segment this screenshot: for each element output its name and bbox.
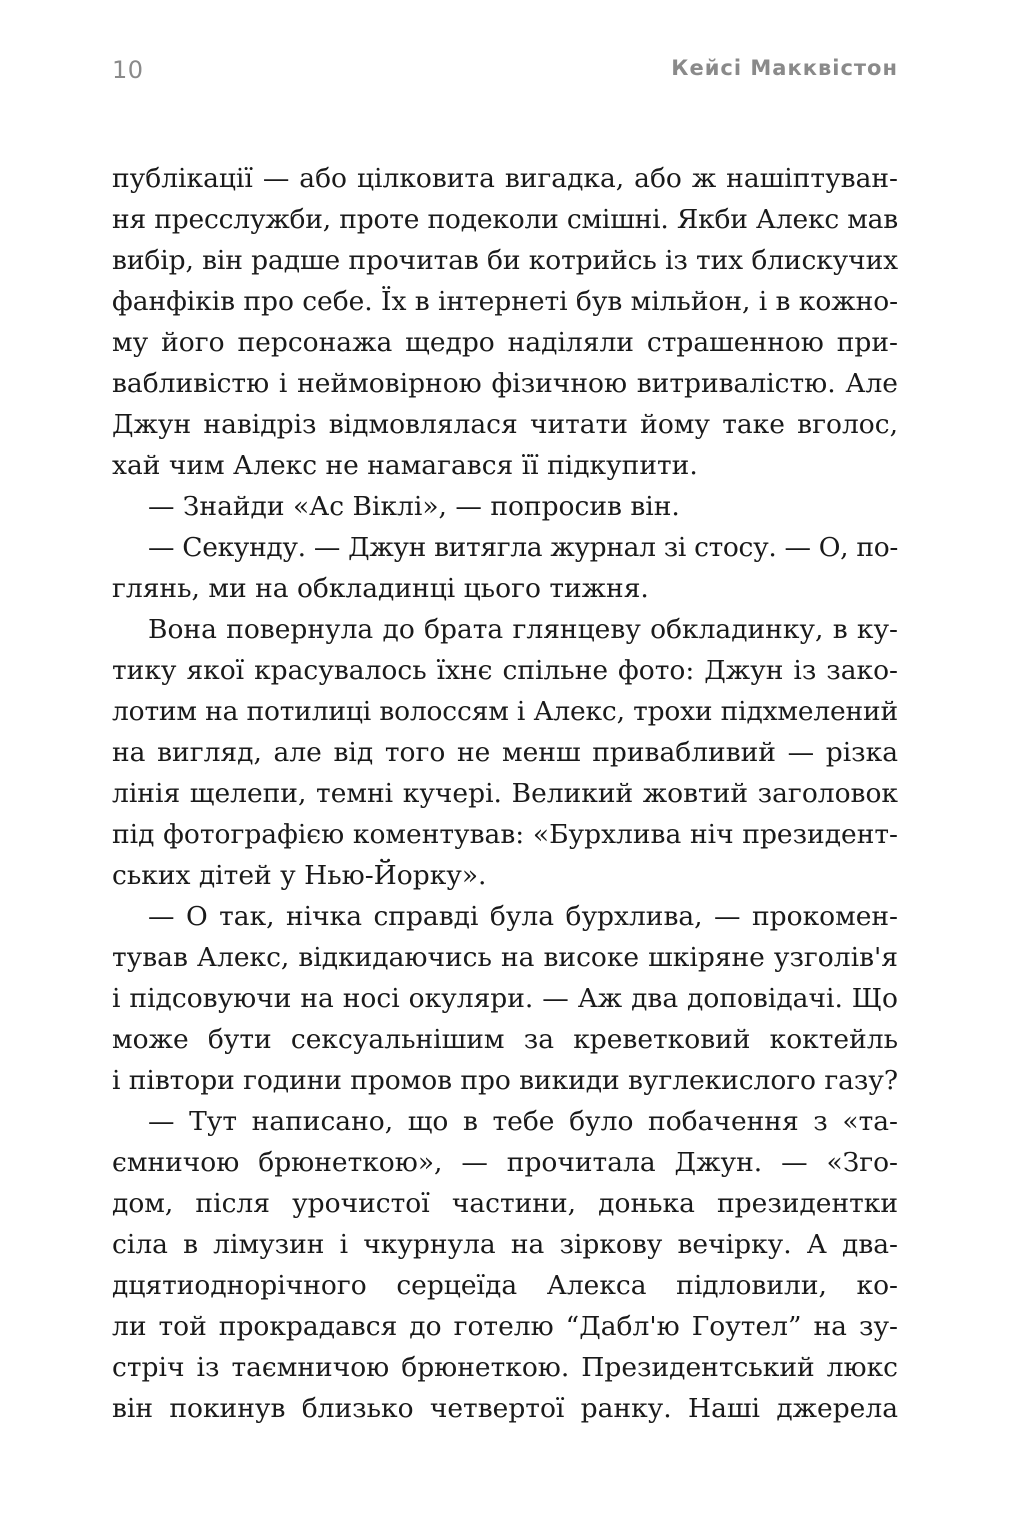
text-line: — Тут написано, що в тебе було побачення з «та-	[148, 1106, 898, 1137]
text-line: дом, після урочистої частини, донька президентки	[112, 1188, 898, 1219]
text-line: лінія щелепи, темні кучері. Великий жовтий заголовок	[112, 778, 898, 809]
text-line: стріч із таємничою брюнеткою. Президентський люкс	[112, 1352, 898, 1383]
text-line: і підсовуючи на носі окуляри. — Аж два доповідачі. Що	[112, 983, 898, 1014]
text-line: і півтори години промов про викиди вуглекислого газу?	[112, 1065, 898, 1096]
text-line: він покинув близько четвертої ранку. Наші джерела	[112, 1393, 898, 1424]
text-line: Джун навідріз відмовлялася читати йому таке вголос,	[112, 409, 898, 440]
running-head	[112, 56, 898, 96]
page-number: 10	[112, 56, 144, 84]
text-line: му його персонажа щедро наділяли страшенною при-	[112, 327, 898, 358]
text-line: тику якої красувалось їхнє спільне фото: Джун із зако-	[112, 655, 898, 686]
text-line: фанфіків про себе. Їх в інтернеті був мільйон, і в кожно-	[112, 286, 899, 317]
running-head-author: Кейсі Макквістон	[671, 56, 898, 80]
text-line: ня пресслужби, проте подеколи смішні. Якби Алекс мав	[112, 204, 898, 235]
text-line: публікації — або цілковита вигадка, або ж нашіптуван-	[112, 163, 898, 194]
text-line: під фотографією коментував: «Бурхлива ніч президент-	[112, 819, 898, 850]
text-line: ських дітей у Нью-Йорку».	[112, 860, 487, 891]
text-line: глянь, ми на обкладинці цього тижня.	[112, 573, 649, 604]
text-line: вибір, він радше прочитав би котрийсь із тих блискучих	[112, 245, 898, 276]
text-line: вабливістю і неймовірною фізичною витривалістю. Але	[112, 368, 898, 399]
text-line: ли той прокрадався до готелю “Дабл'ю Гоутел” на зу-	[112, 1311, 898, 1342]
text-line: може бути сексуальнішим за креветковий коктейль	[112, 1024, 898, 1055]
text-line: дцятиоднорічного серцеїда Алекса підловили, ко-	[112, 1270, 898, 1301]
body-text	[112, 158, 898, 1429]
text-line: хай чим Алекс не намагався її підкупити.	[112, 450, 698, 481]
text-line: сіла в лімузин і чкурнула на зіркову вечірку. А два-	[112, 1229, 898, 1260]
text-line: — О так, нічка справді була бурхлива, — прокомен-	[148, 901, 898, 932]
text-line: ємничою брюнеткою», — прочитала Джун. — «Зго-	[112, 1147, 898, 1178]
text-line: — Секунду. — Джун витягла журнал зі стосу. — О, по-	[148, 532, 898, 563]
text-line: на вигляд, але від того не менш привабливий — різка	[112, 737, 898, 768]
text-line: — Знайди «Ас Віклі», — попросив він.	[148, 491, 680, 522]
text-line: лотим на потилиці волоссям і Алекс, трохи підхмелений	[112, 696, 898, 727]
text-line: Вона повернула до брата глянцеву обкладинку, в ку-	[148, 614, 898, 645]
text-line: тував Алекс, відкидаючись на високе шкіряне узголів'я	[112, 942, 898, 973]
